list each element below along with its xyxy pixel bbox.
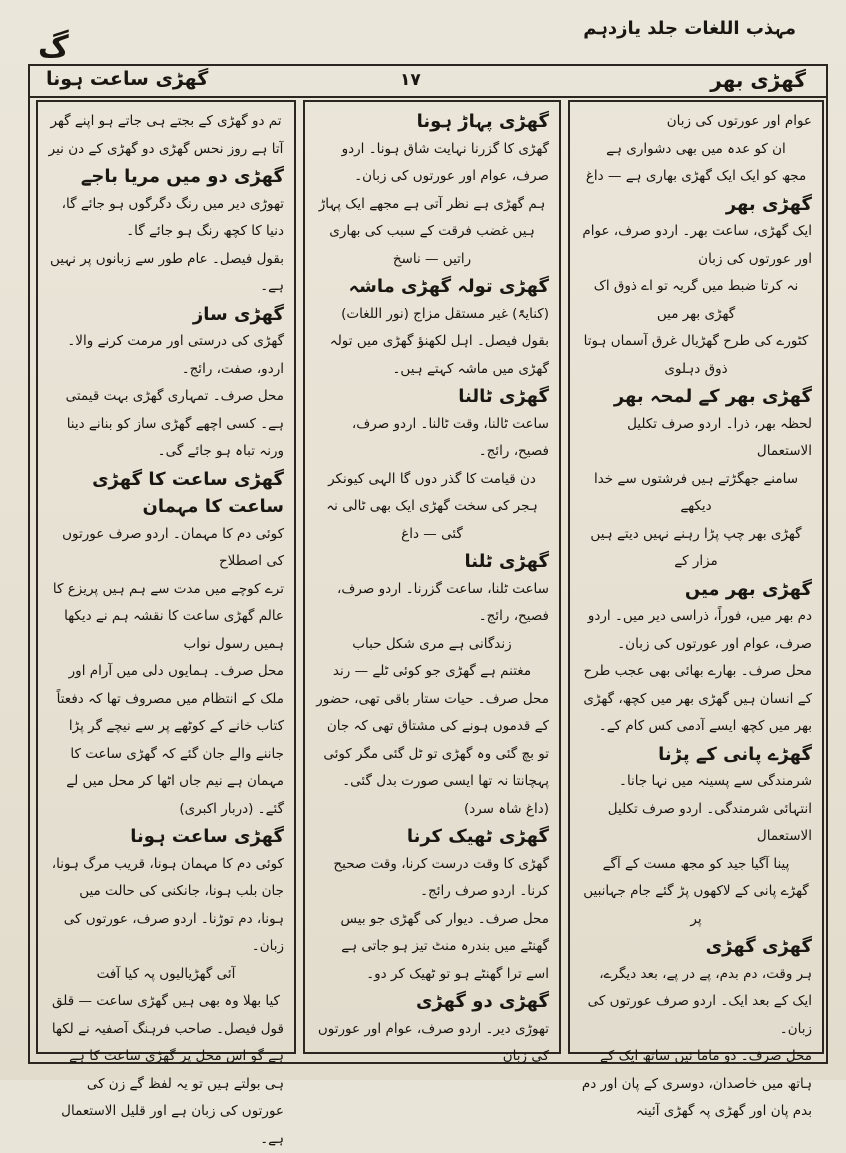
definition-text: قول فیصل۔ صاحب فرہنگ آصفیہ نے لکھا ہے گو اس محل پر گھڑی ساعت کا ہے ہی بولتے ہیں تو یہ لفظ گے زن کی عورتوں کی زبان ہے اور قلیل الاستعمال ہے۔ xyxy=(48,1016,284,1153)
page-number: ۱۷ xyxy=(400,70,421,90)
entry-headword: گھڑی ساعت کا گھڑی ساعت کا مہمان xyxy=(48,466,284,521)
definition-text: محل صرف۔ ہمایوں دلی میں آرام اور ملک کے انتظام میں مصروف تھا کہ دفعتاً کتاب خانے کے کوٹھے پر سے نیچے گر پڑا جاننے والے جان گئے کہ گھڑی ساعت کا مہمان ہے نیم جاں اٹھا کر محل میں لے گئے۔ (دربار اکبری) xyxy=(48,658,284,823)
verse-line: سامنے جھگڑتے ہیں فرشتوں سے خدا دیکھے xyxy=(580,466,812,521)
entry-headword: گھڑی ٹالنا xyxy=(315,383,549,411)
entry-headword: گھڑی ٹلنا xyxy=(315,548,549,576)
verse-line: آئی گھڑیالیوں پہ کیا آفت xyxy=(48,961,284,989)
definition-text: محل صرف۔ دو ماما ئیں ساتھ ایک کے ہاتھ میں خاصدان، دوسری کے پان اور دم بدم پان اور گھڑی پہ گھڑی آئینہ xyxy=(580,1043,812,1126)
verse-line: ہم گھڑی ہے نظر آتی ہے مجھے ایک پہاڑ xyxy=(315,191,549,219)
entry-headword: گھڑے پانی کے پڑنا xyxy=(580,741,812,769)
column-middle xyxy=(303,100,561,1054)
definition-text: بقول فیصل۔ عام طور سے زبانوں پر نہیں ہے۔ xyxy=(48,246,284,301)
entry-headword: گھڑی ساز xyxy=(48,301,284,329)
entry-headword: گھڑی بھر کے لمحہ بھر xyxy=(580,383,812,411)
definition-text: (کنایۃً) غیر مستقل مزاج (نور اللغات) xyxy=(315,301,549,329)
running-title: مہذب اللغات جلد یازدہم xyxy=(496,18,796,39)
column-right xyxy=(568,100,824,1054)
definition-text: دم بھر میں، فوراً، ذراسی دیر میں۔ اردو صرف، عوام اور عورتوں کی زبان۔ xyxy=(580,603,812,658)
verse-line: زندگانی ہے مری شکل حباب xyxy=(315,631,549,659)
verse-line: نہ کرتا ضبط میں گریہ تو اے ذوق اک گھڑی بھر میں xyxy=(580,273,812,328)
verse-line: مغتنم ہے گھڑی جو کوئی ٹلے — رند xyxy=(315,658,549,686)
verse-line: ہیں غضب فرقت کے سبب کی بھاری راتیں — ناسخ xyxy=(315,218,549,273)
verse-line: گھڑے پانی کے لاکھوں پڑ گئے جام جہانبیں پر xyxy=(580,878,812,933)
entry-headword: گھڑی گھڑی xyxy=(580,933,812,961)
definition-text: محل صرف۔ تمہاری گھڑی بہت قیمتی ہے۔ کسی اچھے گھڑی ساز کو بنانے دینا ورنہ تباہ ہو جائے گی۔ xyxy=(48,383,284,466)
page-frame xyxy=(28,64,828,1064)
definition-text: محل صرف۔ دیوار کی گھڑی جو بیس گھنٹے میں بندرہ منٹ تیز ہو جاتی ہے اسے ترا گھنٹے ہو تو ٹھیک کر دو۔ xyxy=(315,906,549,989)
entry-headword: گھڑی ٹھیک کرنا xyxy=(315,823,549,851)
verse-line: تم دو گھڑی کے بجتے ہی جاتے ہو اپنے گھر xyxy=(48,108,284,136)
definition-text: ترے کوچے میں مدت سے ہم ہیں پریزع کا عالم گھڑی ساعت کا نقشہ ہم نے دیکھا ہمیں رسول نواب xyxy=(48,576,284,659)
corner-letter: گ xyxy=(38,30,69,65)
header-row xyxy=(30,66,826,98)
definition-text: تھوڑی دیر۔ اردو صرف، عوام اور عورتوں کی زبان xyxy=(315,1016,549,1071)
verse-line: پینا آگیا جید کو مجھ مست کے آگے xyxy=(580,851,812,879)
definition-text: شرمندگی سے پسینہ میں نہا جانا۔ انتہائی شرمندگی۔ اردو صرف تکلیل الاستعمال xyxy=(580,768,812,851)
entry-headword: گھڑی دو میں مریا باجے xyxy=(48,163,284,191)
verse-line: آتا ہے روز نحس گھڑی دو گھڑی کے دن نیر xyxy=(48,136,284,164)
definition-text: بقول فیصل۔ اہل لکھنؤ گھڑی میں تولہ گھڑی میں ماشہ کہتے ہیں۔ xyxy=(315,328,549,383)
definition-text: گھڑی کی درستی اور مرمت کرنے والا۔ اردو، صفت، رائج۔ xyxy=(48,328,284,383)
definition-text: تھوڑی دیر میں رنگ دگرگوں ہو جائے گا، دنیا کا کچھ رنگ ہو جائے گا۔ xyxy=(48,191,284,246)
definition-text: ایک گھڑی، ساعت بھر۔ اردو صرف، عوام اور عورتوں کی زبان xyxy=(580,218,812,273)
definition-text: گھڑی کا وقت درست کرنا، وقت صحیح کرنا۔ اردو صرف رائج۔ xyxy=(315,851,549,906)
verse-line: مجھ کو ایک ایک گھڑی بھاری ہے — داغ xyxy=(580,163,812,191)
verse-line: کیا بھلا وہ بھی ہیں گھڑی ساعت — قلق xyxy=(48,988,284,1016)
entry-headword: گھڑی بھر xyxy=(580,191,812,219)
definition-text: محل صرف۔ بھارے بھائی بھی عجب طرح کے انسان ہیں گھڑی بھر میں کچھ، گھڑی بھر میں کچھ ایسے آدمی کس کام کے۔ xyxy=(580,658,812,741)
verse-line: ان کو عدہ میں بھی دشواری ہے xyxy=(580,136,812,164)
column-left xyxy=(36,100,296,1054)
definition-text: لحظہ بھر، ذرا۔ اردو صرف تکلیل الاستعمال xyxy=(580,411,812,466)
entry-headword: گھڑی تولہ گھڑی ماشہ xyxy=(315,273,549,301)
definition-text: کوئی دم کا مہمان ہونا، قریب مرگ ہونا، جان بلب ہونا، جانکنی کی حالت میں ہونا، دم توڑنا۔ اردو صرف، عورتوں کی زبان۔ xyxy=(48,851,284,961)
entry-headword: گھڑی بھر میں xyxy=(580,576,812,604)
definition-text: گھڑی کا گزرنا نہایت شاق ہونا۔ اردو صرف، عوام اور عورتوں کی زبان۔ xyxy=(315,136,549,191)
header-last-word: گھڑی ساعت ہونا xyxy=(46,68,208,90)
entry-headword: گھڑی دو گھڑی xyxy=(315,988,549,1016)
verse-line: کٹورے کی طرح گھڑیال غرق آسماں ہوتا xyxy=(580,328,812,356)
definition-text: عوام اور عورتوں کی زبان xyxy=(580,108,812,136)
verse-line: ہجر کی سخت گھڑی ایک بھی ٹالی نہ گئی — داغ xyxy=(315,493,549,548)
definition-text: ساعت ٹالنا، وقت ٹالنا۔ اردو صرف، فصیح، رائج۔ xyxy=(315,411,549,466)
definition-text: ساعت ٹلنا، ساعت گزرنا۔ اردو صرف، فصیح، رائج۔ xyxy=(315,576,549,631)
definition-text: ہر وقت، دم بدم، پے در پے، بعد دیگرے، ایک کے بعد ایک۔ اردو صرف عورتوں کی زبان۔ xyxy=(580,961,812,1044)
entry-headword: گھڑی پہاڑ ہونا xyxy=(315,108,549,136)
header-first-word: گھڑی بھر xyxy=(710,68,806,92)
entry-headword: گھڑی ساعت ہونا xyxy=(48,823,284,851)
verse-line: دن قیامت کا گذر دوں گا الہی کیونکر xyxy=(315,466,549,494)
definition-text: محل صرف۔ حیات ستار باقی تھی، حضور کے قدموں ہونے کی مشتاق تھی کہ جان تو بچ گئی وہ گھڑی تو ٹل گئی مگر کوئی پہچانتا نہ تھا ایسی صورت بدل گئی۔ (داغ شاہ سرد) xyxy=(315,686,549,824)
verse-line: ذوق دہلوی xyxy=(580,356,812,384)
definition-text: کوئی دم کا مہمان۔ اردو صرف عورتوں کی اصطلاح xyxy=(48,521,284,576)
verse-line: گھڑی بھر چپ پڑا رہنے نہیں دیتے ہیں مزار کے xyxy=(580,521,812,576)
